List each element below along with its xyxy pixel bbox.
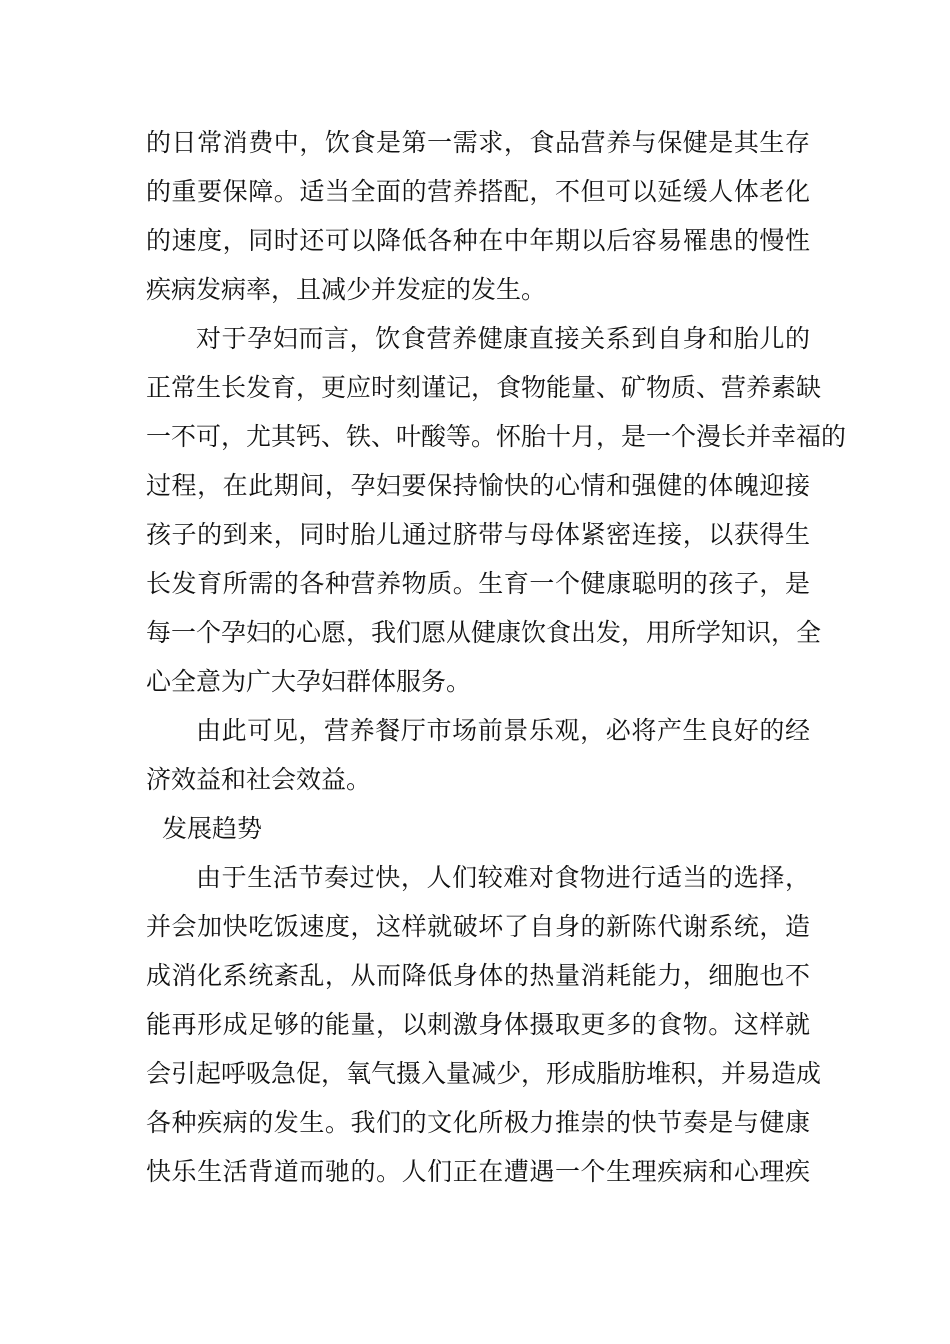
paragraph-line: 孩子的到来，同时胎儿通过脐带与母体紧密连接，以获得生 (146, 520, 810, 549)
paragraph-3 (146, 706, 810, 804)
paragraph-4 (146, 853, 822, 1196)
paragraph-line: 会引起呼吸急促，氧气摄入量减少，形成脂肪堆积，并易造成 (146, 1059, 822, 1088)
paragraph-line: 心全意为广大孕妇群体服务。 (146, 667, 472, 696)
paragraph-line: 对于孕妇而言，饮食营养健康直接关系到自身和胎儿的 (196, 324, 810, 353)
paragraph-line: 一不可，尤其钙、铁、叶酸等。怀胎十月，是一个漫长并幸福的 (146, 422, 847, 451)
document-body (146, 118, 847, 1196)
paragraph-line: 济效益和社会效益。 (146, 765, 372, 794)
paragraph-line: 由此可见，营养餐厅市场前景乐观，必将产生良好的经 (196, 716, 810, 745)
paragraph-line: 正常生长发育，更应时刻谨记，食物能量、矿物质、营养素缺 (146, 373, 822, 402)
paragraph-1 (146, 118, 810, 314)
paragraph-line: 能再形成足够的能量，以刺激身体摄取更多的食物。这样就 (146, 1010, 810, 1039)
paragraph-line: 并会加快吃饭速度，这样就破坏了自身的新陈代谢系统，造 (146, 912, 810, 941)
paragraph-line: 的重要保障。适当全面的营养搭配，不但可以延缓人体老化 (146, 177, 810, 206)
paragraph-line: 成消化系统紊乱，从而降低身体的热量消耗能力，细胞也不 (146, 961, 810, 990)
paragraph-line: 长发育所需的各种营养物质。生育一个健康聪明的孩子，是 (146, 569, 810, 598)
paragraph-line: 疾病发病率，且减少并发症的发生。 (146, 275, 547, 304)
paragraph-line: 各种疾病的发生。我们的文化所极力推崇的快节奏是与健康 (146, 1108, 810, 1137)
paragraph-line: 的速度，同时还可以降低各种在中年期以后容易罹患的慢性 (146, 226, 810, 255)
section-heading: 发展趋势 (162, 814, 263, 843)
paragraph-line: 每一个孕妇的心愿，我们愿从健康饮食出发，用所学知识，全 (146, 618, 822, 647)
paragraph-2 (146, 314, 847, 706)
paragraph-line: 快乐生活背道而驰的。人们正在遭遇一个生理疾病和心理疾 (146, 1157, 810, 1186)
paragraph-line: 的日常消费中，饮食是第一需求，食品营养与保健是其生存 (146, 128, 810, 157)
paragraph-line: 过程，在此期间，孕妇要保持愉快的心情和强健的体魄迎接 (146, 471, 810, 500)
paragraph-line: 由于生活节奏过快，人们较难对食物进行适当的选择， (196, 863, 810, 892)
